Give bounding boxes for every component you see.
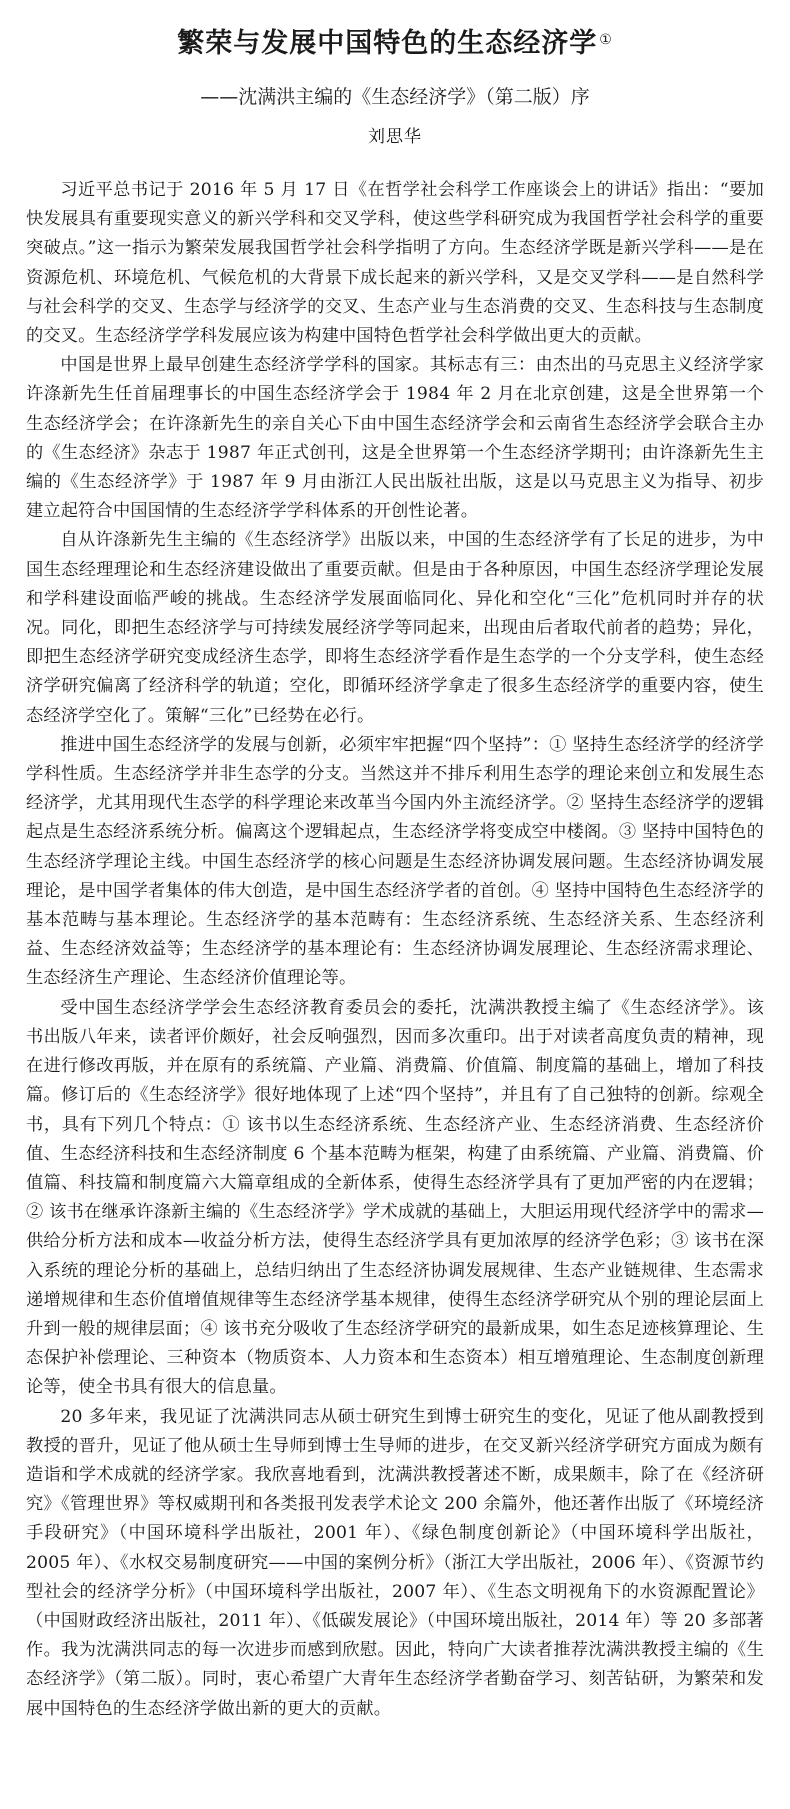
- author-name: 刘思华: [368, 127, 422, 147]
- paragraph: 推进中国生态经济学的发展与创新，必须牢牢把握“四个坚持”：① 坚持生态经济学的经济学学科性质。生态经济学并非生态学的分支。当然这并不排斥利用生态学的理论来创立和发展生态经济学，尤其用现代生态学的科学理论来改革当今国内外主流经济学。② 坚持生态经济学的逻辑起点是生态经济系统分析。偏离这个逻辑起点，生态经济学将变成空中楼阁。③ 坚持中国特色的生态经济学理论主线。中国生态经济学的核心问题是生态经济协调发展问题。生态经济协调发展理论，是中国学者集体的伟大创造，是中国生态经济学者的首创。④ 坚持中国特色生态经济学的基本范畴与基本理论。生态经济学的基本范畴有：生态经济系统、生态经济关系、生态经济利益、生态经济效益等；生态经济学的基本理论有：生态经济协调发展理论、生态经济需求理论、生态经济生产理论、生态经济价值理论等。: [26, 734, 764, 989]
- paragraph: 20 多年来，我见证了沈满洪同志从硕士研究生到博士研究生的变化，见证了他从副教授到教授的晋升，见证了他从硕士生导师到博士生导师的进步，在交叉新兴经济学研究方面成为颇有造诣和学术成就的经济学家。我欣喜地看到，沈满洪教授著述不断，成果颇丰，除了在《经济研究》《管理世界》等权威期刊和各类报刊发表学术论文 200 余篇外，他还著作出版了《环境经济手段研究》（中国环境科学出版社，2001 年）、《绿色制度创新论》（中国环境科学出版社，2005 年）、《水权交易制度研究——中国的案例分析》（浙江大学出版社，2006 年）、《资源节约型社会的经济学分析》（中国环境科学出版社，2007 年）、《生态文明视角下的水资源配置论》（中国财政经济出版社，2011 年）、《低碳发展论》（中国环境出版社，2014 年）等 20 多部著作。我为沈满洪同志的每一次进步而感到欣慰。因此，特向广大读者推荐沈满洪教授主编的《生态经济学》（第二版）。同时，衷心希望广大青年生态经济学者勤奋学习、刻苦钻研，为繁荣和发展中国特色的生态经济学做出新的更大的贡献。: [26, 1406, 764, 1719]
- paragraph: 中国是世界上最早创建生态经济学学科的国家。其标志有三：由杰出的马克思主义经济学家许涤新先生任首届理事长的中国生态经济学会于 1984 年 2 月在北京创建，这是全世界第一个生态经济学会；在许涤新先生的亲自关心下由中国生态经济学会和云南省生态经济学会联合主办的《生态经济》杂志于 1987 年正式创刊，这是全世界第一个生态经济学期刊；由许涤新先生主编的《生态经济学》于 1987 年 9 月由浙江人民出版社出版，这是以马克思主义为指导、初步建立起符合中国国情的生态经济学学科体系的开创性论著。: [26, 355, 764, 522]
- title-footnote-marker[interactable]: ①: [599, 32, 613, 48]
- paragraph: 受中国生态经济学学会生态经济教育委员会的委托，沈满洪教授主编了《生态经济学》。该书出版八年来，读者评价颇好，社会反响强烈，因而多次重印。出于对读者高度负责的精神，现在进行修改再版，并在原有的系统篇、产业篇、消费篇、价值篇、制度篇的基础上，增加了科技篇。修订后的《生态经济学》很好地体现了上述“四个坚持”，并且有了自己独特的创新。综观全书，具有下列几个特点：① 该书以生态经济系统、生态经济产业、生态经济消费、生态经济价值、生态经济科技和生态经济制度 6 个基本范畴为框架，构建了由系统篇、产业篇、消费篇、价值篇、科技篇和制度篇六大篇章组成的全新体系，使得生态经济学具有了更加严密的内在逻辑；② 该书在继承许涤新主编的《生态经济学》学术成就的基础上，大胆运用现代经济学中的需求—供给分析方法和成本—收益分析方法，使得生态经济学具有更加浓厚的经济学色彩；③ 该书在深入系统的理论分析的基础上，总结归纳出了生态经济协调发展规律、生态产业链规律、生态需求递增规律和生态价值增值规律等生态经济学基本规律，使得生态经济学研究从个别的理论层面上升到一般的规律层面；④ 该书充分吸收了生态经济学研究的最新成果，如生态足迹核算理论、生态保护补偿理论、三种资本（物质资本、人力资本和生态资本）相互增殖理论、生态制度创新理论等，使全书具有很大的信息量。: [26, 997, 764, 1398]
- paragraph: 习近平总书记于 2016 年 5 月 17 日《在哲学社会科学工作座谈会上的讲话》指出：“要加快发展具有重要现实意义的新兴学科和交叉学科，使这些学科研究成为我国哲学社会科学的重要突破点。”这一指示为繁荣发展我国哲学社会科学指明了方向。生态经济学既是新兴学科——是在资源危机、环境危机、气候危机的大背景下成长起来的新兴学科，又是交叉学科——是自然科学与社会科学的交叉、生态学与经济学的交叉、生态产业与生态消费的交叉、生态科技与生态制度的交叉。生态经济学学科发展应该为构建中国特色哲学社会科学做出更大的贡献。: [26, 180, 764, 347]
- document-title: [26, 24, 764, 64]
- title-text: 繁荣与发展中国特色的生态经济学: [177, 28, 598, 59]
- paragraph: 自从许涤新先生主编的《生态经济学》出版以来，中国的生态经济学有了长足的进步，为中国生态经理理论和生态经济建设做出了重要贡献。但是由于各种原因，中国生态经济学理论发展和学科建设面临严峻的挑战。生态经济学发展面临同化、异化和空化“三化”危机同时并存的状况。同化，即把生态经济学与可持续发展经济学等同起来，出现由后者取代前者的趋势；异化，即把生态经济学研究变成经济生态学，即将生态经济学看作是生态学的一个分支学科，使生态经济学研究偏离了经济科学的轨道；空化，即循环经济学拿走了很多生态经济学的重要内容，使生态经济学空化了。策解“三化”已经势在必行。: [26, 530, 764, 726]
- document-subtitle: ——沈满洪主编的《生态经济学》（第二版）序: [200, 86, 590, 108]
- document-body: [26, 176, 764, 1724]
